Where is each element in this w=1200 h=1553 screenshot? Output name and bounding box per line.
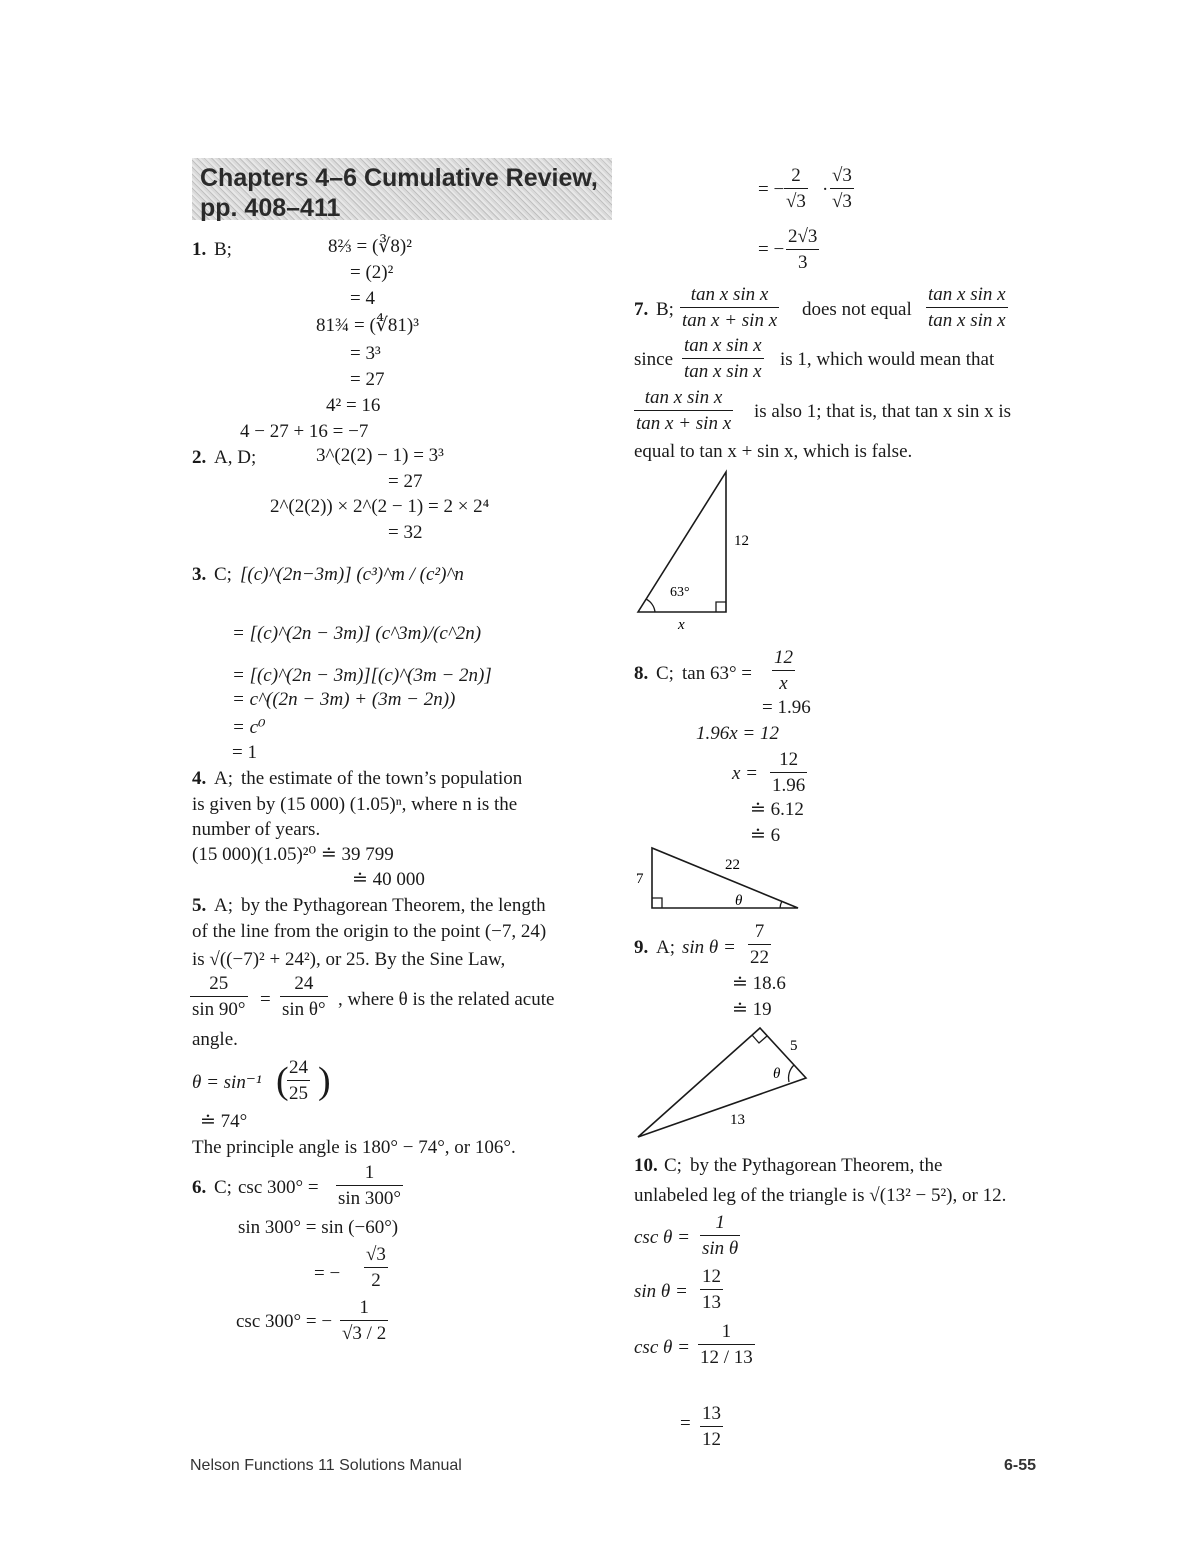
q5-number: 5.	[192, 895, 207, 916]
q3-step: = [(c)^(2n − 3m)][(c)^(3m − 2n)]	[232, 665, 492, 686]
q5-text: angle.	[192, 1029, 238, 1050]
footer-page-number: 6-55	[1004, 1457, 1037, 1474]
q1-number: 1.	[192, 239, 207, 260]
q5-fraction: $\frac{25}{\sin 90^\circ}$	[192, 973, 246, 1020]
q1-step: = 4	[350, 288, 375, 309]
q1-result: 4 − 27 + 16 = −7	[240, 421, 369, 442]
angle-arc	[646, 599, 655, 612]
q5-paren-right: )	[318, 1060, 331, 1102]
q6-step: sin 300° = sin (−60°)	[238, 1217, 399, 1238]
q8-fraction: $\frac{12}{x}$	[774, 647, 793, 694]
q2-step: 2^(2(2)) × 2^(2 − 1) = 2 × 2⁴	[270, 496, 490, 517]
q8-answer: C;	[656, 663, 674, 684]
triangle-63-diagram	[630, 465, 770, 635]
footer-book-title: Nelson Functions 11 Solutions Manual	[190, 1457, 462, 1474]
q1-step: 81¾ = (∜81)³	[316, 315, 419, 336]
q1-step: 8⅔ = (∛8)²	[328, 236, 412, 257]
side-label: 5	[790, 1038, 798, 1054]
q10-number: 10.	[634, 1155, 658, 1176]
q8-number: 8.	[634, 663, 649, 684]
q8-step: ≐ 6	[750, 825, 781, 846]
q6-fraction: $\frac{2}{√3}$	[786, 165, 806, 212]
q10-step: =	[680, 1413, 691, 1434]
q8-step: = 1.96	[762, 697, 811, 718]
side-label: 7	[636, 871, 644, 887]
q10-fraction: $\frac{1}{12 / 13}$	[700, 1321, 753, 1368]
q5-text: , where θ is the related acute	[338, 989, 555, 1010]
q5-step: ≐ 74°	[200, 1111, 248, 1132]
q6-fraction: $\frac{1}{\sin 300^\circ}$	[338, 1162, 402, 1209]
q6-fraction: $\frac{√3}{2}$	[366, 1244, 386, 1291]
q5-answer: A;	[214, 895, 233, 916]
hypotenuse-label: 13	[730, 1112, 745, 1128]
q10-text: by the Pythagorean Theorem, the	[690, 1155, 943, 1176]
q8-fraction: $\frac{12}{1.96}$	[772, 749, 806, 796]
q5-text: is √((−7)² + 24²), or 25. By the Sine Law,	[192, 949, 506, 970]
q8-step: tan 63° =	[682, 663, 753, 684]
q7-text: is also 1; that is, that tan x sin x is	[754, 401, 1012, 422]
triangle-theta-diagram	[630, 840, 810, 920]
q5-text: of the line from the origin to the point (−7, 24)	[192, 921, 547, 942]
q7-text: is 1, which would mean that	[780, 349, 995, 370]
q4-step: (15 000)(1.05)²⁰ ≐ 39 799	[192, 844, 394, 865]
q8-step: 1.96x = 12	[696, 723, 780, 744]
q4-step: ≐ 40 000	[352, 869, 425, 890]
q6-times: ·	[822, 179, 829, 200]
side-label: 12	[734, 533, 749, 549]
q10-fraction: $\frac{1}{\text{sin θ}}$	[702, 1212, 739, 1259]
q7-text: since	[634, 349, 674, 370]
q9-step: ≐ 19	[732, 999, 772, 1020]
q1-answer: B;	[214, 239, 232, 260]
q6-answer: C;	[214, 1177, 232, 1198]
q10-step: sin θ =	[634, 1281, 688, 1302]
section-title-line1: Chapters 4–6 Cumulative Review,	[200, 164, 598, 192]
q4-answer: A;	[214, 768, 233, 789]
q1-step: = 27	[350, 369, 385, 390]
angle-label: θ	[773, 1066, 781, 1082]
q3-step: [(c)^(2n−3m)] (c³)^m / (c²)^n	[240, 564, 464, 585]
q4-text: the estimate of the town’s population	[241, 768, 523, 789]
hypotenuse-label: 22	[725, 857, 740, 873]
q3-step: = 1	[232, 742, 257, 763]
q8-step: x =	[732, 763, 759, 784]
q7-text: does not equal	[802, 299, 912, 320]
triangle-5-13-diagram	[630, 1018, 820, 1143]
q3-answer: C;	[214, 564, 232, 585]
q5-paren-left: (	[276, 1060, 289, 1102]
q8-step: ≐ 6.12	[750, 799, 804, 820]
q10-step: csc θ =	[634, 1337, 690, 1358]
q1-step: 4² = 16	[326, 395, 381, 416]
q10-text: unlabeled leg of the triangle is √(13² − 5²), or 12.	[634, 1185, 1007, 1206]
q2-step: = 27	[388, 471, 423, 492]
q9-step: sin θ =	[682, 937, 736, 958]
q7-number: 7.	[634, 299, 649, 320]
q7-fraction: $\frac{\text{tan x sin x}}{\text{tan x + sin x}}$	[682, 284, 778, 331]
q3-step: = c^((2n − 3m) + (3m − 2n))	[232, 689, 456, 710]
q9-step: ≐ 18.6	[732, 973, 786, 994]
q2-step: = 32	[388, 522, 423, 543]
q6-step: csc 300° =	[238, 1177, 319, 1198]
q6-step: = −	[314, 1263, 341, 1284]
angle-label: 63°	[670, 585, 690, 600]
q4-text: number of years.	[192, 819, 321, 840]
q9-fraction: $\frac{7}{22}$	[750, 921, 769, 968]
q9-answer: A;	[656, 937, 675, 958]
q7-text: equal to tan x + sin x, which is false.	[634, 441, 913, 462]
q2-answer: A, D;	[214, 447, 257, 468]
q3-step: = c⁰	[232, 717, 266, 738]
q9-number: 9.	[634, 937, 649, 958]
triangle-outline	[638, 1028, 806, 1137]
q5-equals: =	[260, 989, 271, 1010]
q1-step: = (2)²	[350, 262, 394, 283]
q7-fraction: $\frac{\text{tan x sin x}}{\text{tan x + sin x}}$	[636, 387, 732, 434]
right-angle-marker	[716, 602, 726, 612]
q5-fraction: $\frac{24}{25}$	[289, 1057, 308, 1104]
q6-step: csc 300° = −	[236, 1311, 333, 1332]
q7-answer: B;	[656, 299, 674, 320]
right-angle-marker	[652, 898, 662, 908]
q4-number: 4.	[192, 768, 207, 789]
section-title-line2: pp. 408–411	[200, 194, 341, 222]
q6-step: = −	[758, 239, 785, 260]
q5-fraction: $\frac{24}{\text{sin θ°}}$	[282, 973, 326, 1020]
angle-arc	[780, 901, 782, 908]
q6-step: = −	[758, 179, 785, 200]
q6-number: 6.	[192, 1177, 207, 1198]
q4-text: is given by (15 000) (1.05)ⁿ, where n is the	[192, 794, 518, 815]
right-angle-marker	[752, 1035, 767, 1043]
base-label: x	[678, 617, 685, 633]
q5-text: The principle angle is 180° − 74°, or 106°.	[192, 1137, 516, 1158]
q2-number: 2.	[192, 447, 207, 468]
angle-label: θ	[735, 893, 743, 909]
q3-step: = [(c)^(2n − 3m)] (c^3m)/(c^2n)	[232, 623, 482, 644]
q7-fraction: $\frac{\text{tan x sin x}}{\text{tan x sin x}}$	[684, 335, 762, 382]
q3-number: 3.	[192, 564, 207, 585]
q5-step: θ = sin⁻¹	[192, 1072, 262, 1093]
q6-fraction: $\frac{1}{√3 / 2}$	[342, 1297, 387, 1344]
q6-fraction: $\frac{2√3}{3}$	[788, 226, 818, 273]
q7-fraction: $\frac{\text{tan x sin x}}{\text{tan x sin x}}$	[928, 284, 1006, 331]
q2-step: 3^(2(2) − 1) = 3³	[316, 445, 444, 466]
q6-fraction: $\frac{√3}{√3}$	[832, 165, 852, 212]
q10-fraction: $\frac{12}{13}$	[702, 1266, 721, 1313]
q10-answer: C;	[664, 1155, 682, 1176]
angle-arc	[789, 1065, 794, 1082]
q1-step: = 3³	[350, 343, 381, 364]
q5-text: by the Pythagorean Theorem, the length	[241, 895, 546, 916]
q10-step: csc θ =	[634, 1227, 690, 1248]
q10-fraction: $\frac{13}{12}$	[702, 1403, 721, 1450]
